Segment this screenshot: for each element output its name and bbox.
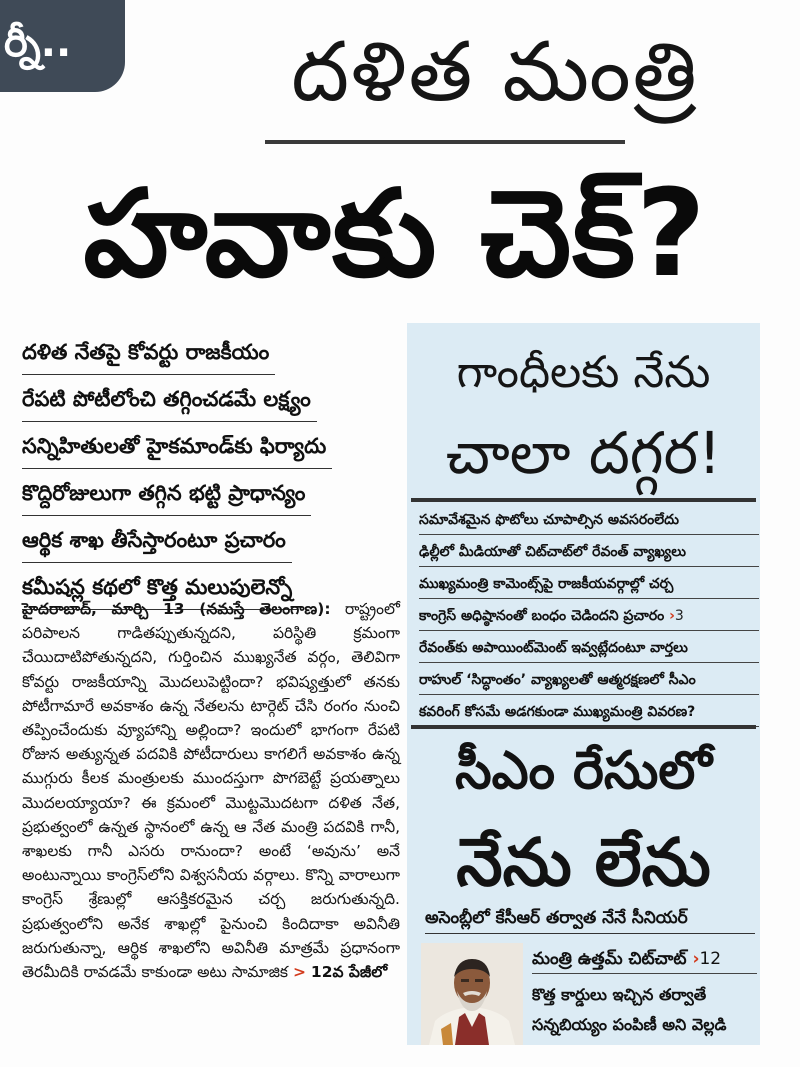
panel-title-line4: నేను లేను: [456, 824, 711, 901]
panel-point-text: కాంగ్రెస్ అధిష్ఠానంతో బంధం చెడిందని ప్రచారం: [419, 608, 665, 624]
panel-title-line2: చాలా దగ్గర!: [445, 419, 722, 487]
panel-point-text: కవరింగ్ కోసమే అడగకుండా ముఖ్యమంత్రి వివరణ?: [419, 704, 696, 720]
continued-link[interactable]: 12వ పేజీలో: [310, 963, 388, 982]
quote-byline-text: మంత్రి ఉత్తమ్ చిట్‌చాట్: [532, 949, 687, 969]
dateline: హైదరాబాద్, మార్చి 13 (నమస్తే తెలంగాణ):: [22, 600, 331, 618]
panel-point: [419, 535, 759, 567]
highlight-item: ఆర్థిక శాఖ తీసేస్తారంటూ ప్రచారం: [22, 518, 292, 563]
panel-divider: [411, 725, 756, 729]
page-ref-arrow-icon: ›: [692, 949, 700, 969]
highlight-item: కొద్దిరోజులుగా తగ్గిన భట్టి ప్రాధాన్యం: [22, 471, 311, 516]
page-ref-arrow-icon: ›: [669, 608, 675, 624]
panel-point-text: ముఖ్యమంత్రి కామెంట్స్‌పై రాజకీయవర్గాల్లో చర్చ: [419, 576, 674, 592]
quote-byline: [532, 945, 757, 974]
section-tab-label: ర్నీ..: [4, 20, 72, 66]
kicker-rule: [265, 140, 625, 144]
panel-point-text: సమావేశమైన ఫొటోలు చూపాల్సిన అవసరంలేదు: [419, 512, 679, 528]
highlight-item: సన్నిహితులతో హైకమాండ్‌కు ఫిర్యాదు: [22, 424, 332, 469]
quote-text: కొత్త కార్డులు ఇచ్చిన తర్వాతే సన్నబియ్యం పంపిణీ అని వెల్లడి: [532, 985, 727, 1034]
panel-title-line1: గాంధీలకు నేను: [456, 347, 711, 398]
panel-subhead: అసెంబ్లీలో కేసీఆర్ తర్వాత నేనే సీనియర్: [425, 905, 755, 934]
page-ref[interactable]: 12: [699, 949, 722, 969]
article-body: [22, 597, 400, 984]
panel-point-text: రాహుల్ ‘సిద్ధాంతం’ వ్యాఖ్యలతో ఆత్మరక్షణలో సీఎం: [419, 672, 696, 688]
sidebar-panel: [407, 323, 760, 1045]
panel-point: [419, 663, 759, 695]
main-headline: హవాకు చెక్?: [83, 165, 707, 304]
section-tab: [0, 0, 125, 92]
portrait-image: [421, 943, 523, 1045]
kicker-headline: దళిత మంత్రి: [291, 25, 699, 120]
highlight-item: దళిత నేతపై కోవర్టు రాజకీయం: [22, 330, 275, 375]
panel-point: [419, 695, 759, 727]
panel-point: [419, 567, 759, 599]
minister-photo: [421, 943, 523, 1045]
panel-point: [419, 503, 759, 535]
panel-point-text: ఢిల్లీలో మీడియాతో చిట్‌చాట్‌లో రేవంత్ వ్యాఖ్యలు: [419, 544, 686, 560]
article-text: రాష్ట్రంలో పరిపాలన గాడితప్పుతున్నదని, పరిస్థితి క్రమంగా చేయిదాటిపోతున్నదని, గుర్తించిన ముఖ్యనేత వర్గం, తెలివిగా కోవర్టు రాజకీయాన్ని మొదలుపెట్టిందా? భవిష్యత్తులో తనకు పోటీగామారే అవకాశం ఉన్న నేతలను టార్గెట్ చేసి రంగం నుంచి తప్పించేందుకు వ్యూహాన్ని అల్లిందా? ఇందులో భాగంగా రేపటి రోజున అత్యున్నత పదవికి పోటీదారులు కాగలిగే అవకాశం ఉన్న ముగ్గురు కీలక మంత్రులకు ముందస్తుగా పొగబెట్టే ప్రయత్నాలు మొదలయ్యాయా? ఈ క్రమంలో మొట్టమొదటగా దళిత నేత, ప్రభుత్వంలో ఉన్నత స్థానంలో ఉన్న ఆ నేత మంత్రి పదవికి గానీ, శాఖలకు గానీ ఎసరు రానుందా? అంటే ‘అవును’ అనే అంటున్నాయి కాంగ్రెస్‌లోని విశ్వసనీయ వర్గాలు. కొన్ని వారాలుగా కాంగ్రెస్ శ్రేణుల్లో ఆసక్తికరమైన చర్చ జరుగుతున్నది. ప్రభుత్వంలోని అనేక శాఖల్లో పైనుంచి కిందిదాకా అవినీతి జరుగుతున్నా, ఆర్థిక శాఖలోని అవినీతి మాత్రమే ప్రధానంగా తెరమీదికి రావడమే కాకుండా అటు సామాజిక: [22, 600, 400, 982]
highlight-item: రేపటి పోటీలోంచి తగ్గించడమే లక్ష్యం: [22, 377, 317, 422]
highlight-item: కమీషన్ల కథలో కొత్త మలుపులెన్నో: [22, 565, 298, 610]
panel-title-line3: సీఎం రేసులో: [455, 741, 712, 801]
panel-point: [419, 631, 759, 663]
panel-points-list: [419, 503, 759, 727]
panel-point: [419, 599, 759, 631]
page-ref[interactable]: 3: [674, 608, 684, 624]
continued-arrow-icon: >: [292, 963, 306, 982]
highlights-list: [22, 330, 402, 612]
panel-point-text: రేవంత్‌కు అపాయింట్‌మెంట్ ఇవ్వట్లేదంటూ వార్తలు: [419, 640, 688, 656]
panel-divider: [411, 498, 756, 502]
